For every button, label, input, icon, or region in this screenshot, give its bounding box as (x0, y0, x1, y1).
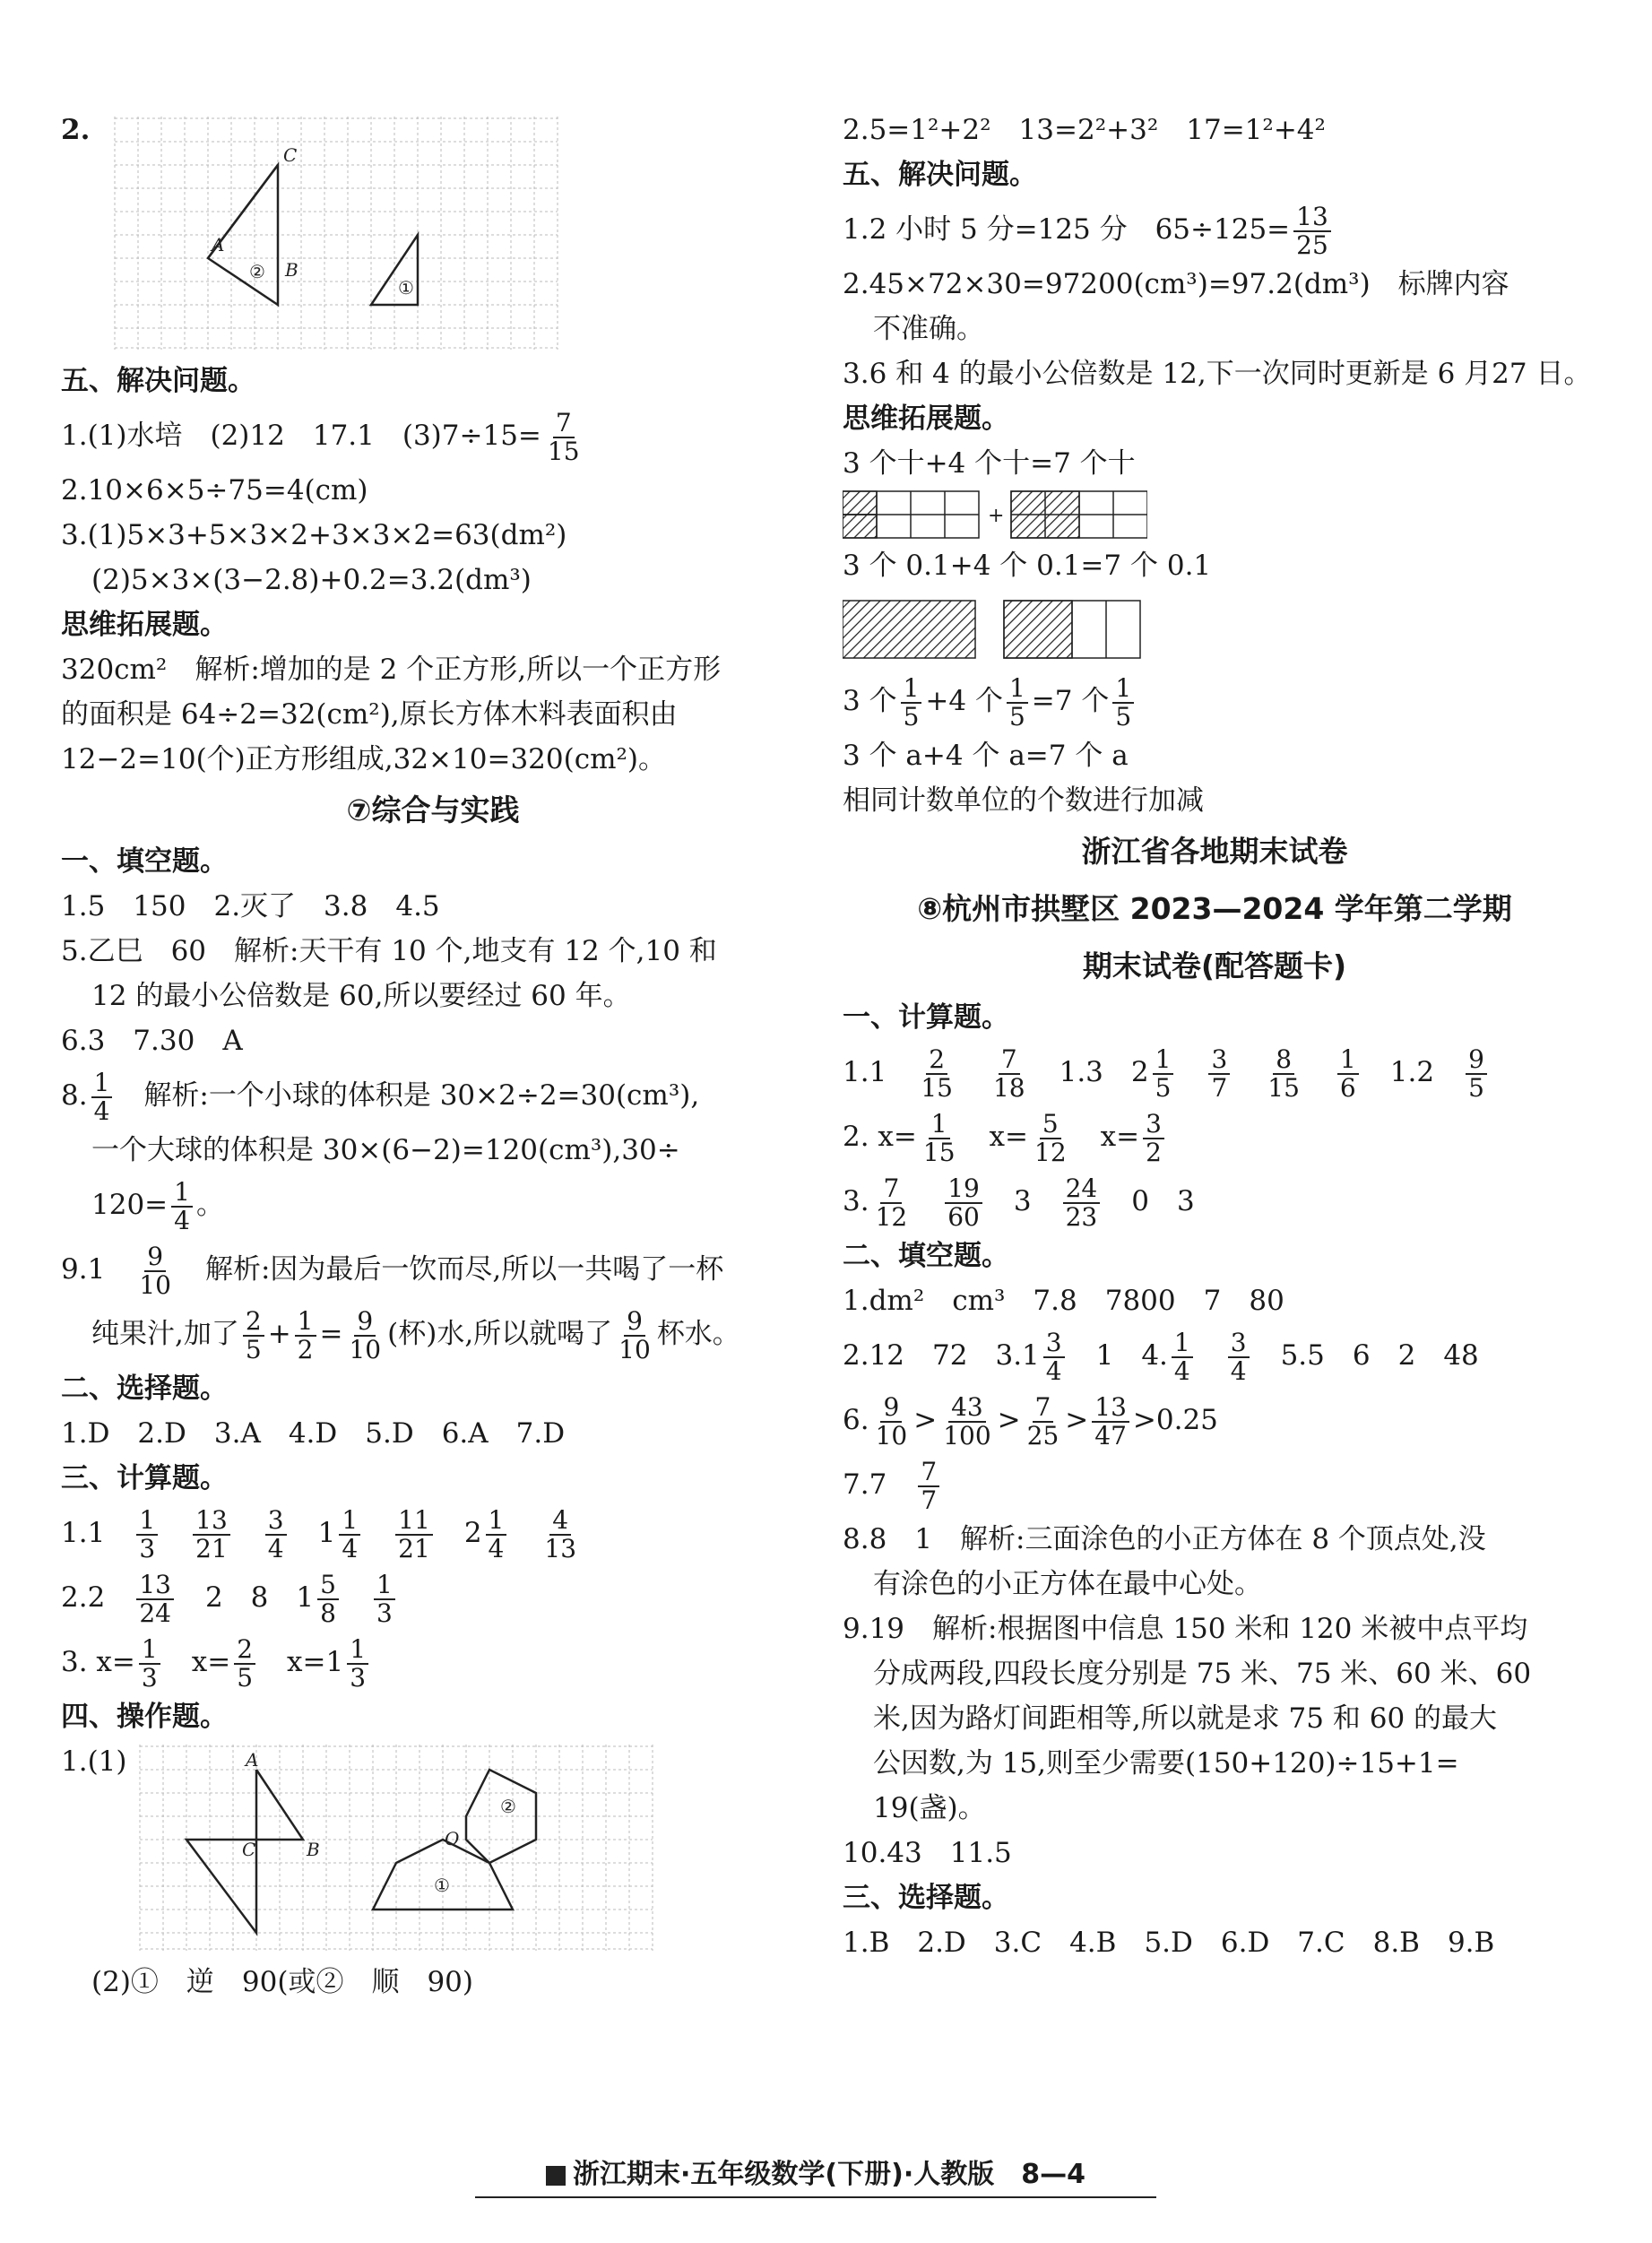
answer-line: 2.5=1²+2² 13=2²+3² 17=1²+4² (843, 114, 1326, 146)
answer-line: 3 个 0.1+4 个 0.1=7 个 0.1 (843, 550, 1212, 582)
answer-line: 3. x= $\frac{1}{3}$ x= $\frac{2}{5}$ x=1 $\frac{1}{3}$ (61, 1630, 805, 1694)
answer-line: 6. $\frac{9}{10}$ > $\frac{43}{100}$ > $\frac{7}{25}$ > $\frac{13}{47}$ >0.25 (843, 1391, 1218, 1451)
label-b: B (306, 1839, 320, 1860)
answer-line: 3 个十+4 个十=7 个十 (843, 447, 1136, 480)
triangle-grid-figure (97, 117, 563, 359)
answer-line: 相同计数单位的个数进行加减 (843, 784, 1204, 817)
operation-figure: 1.(1) A C B O ② ① (61, 1739, 805, 1960)
section-heading: 三、计算题。 (61, 1462, 228, 1494)
answer-line: 纯果汁,加了 $\frac{2}{5}$ + $\frac{1}{2}$ = $\frac{9}{10}$ (杯)水,所以就喝了 $\frac{9}{10}$ 杯水。 (91, 1305, 740, 1364)
answer-line: 9.1 $\frac{9}{10}$ 解析:因为最后一饮而尽,所以一共喝了一杯 (61, 1241, 724, 1300)
square-icon (546, 2166, 566, 2186)
hatched-grid-figure (843, 488, 1147, 541)
answer-line: 2.45×72×30=97200(cm³)=97.2(dm³) 标牌内容 (843, 268, 1509, 300)
label-circle-1: ① (398, 277, 415, 299)
answer-line: 2.10×6×5÷75=4(cm) (61, 474, 368, 507)
chapter-title: ⑦综合与实践 (346, 792, 520, 827)
right-column (843, 108, 1592, 1965)
section-heading: 一、填空题。 (61, 845, 228, 878)
answer-line: 1.B 2.D 3.C 4.B 5.D 6.D 7.C 8.B 9.B (843, 1927, 1495, 1959)
answer-line: 3. $\frac{7}{12}$ $\frac{19}{60}$ 3 $\frac{24}{23}$ 0 3 (843, 1173, 1195, 1232)
label-b: B (285, 259, 299, 281)
section-heading: 四、操作题。 (61, 1701, 228, 1733)
section-heading: 五、解决问题。 (843, 159, 1037, 191)
answer-line: 3.6 和 4 的最小公倍数是 12,下一次同时更新是 6 月27 日。 (843, 358, 1592, 390)
section-heading: 三、选择题。 (843, 1882, 1009, 1914)
footer-text: 浙江期末·五年级数学(下册)·人教版 8—4 (573, 2159, 1085, 2190)
answer-line: 的面积是 64÷2=32(cm²),原长方体木料表面积由 (61, 698, 678, 731)
exam-section-title: 浙江省各地期末试卷 (1081, 834, 1348, 869)
label-c: C (283, 144, 298, 166)
exam-title: ⑧杭州市拱墅区 2023—2024 学年第二学期 (917, 891, 1512, 926)
answer-line: 公因数,为 15,则至少需要(150+120)÷15+1= (873, 1747, 1459, 1780)
answer-line: 1.D 2.D 3.A 4.D 5.D 6.A 7.D (61, 1417, 566, 1450)
answer-line: 5.乙巳 60 解析:天干有 10 个,地支有 12 个,10 和 (61, 935, 717, 967)
answer-line: (2)5×3×(3−2.8)+0.2=3.2(dm³) (91, 564, 532, 596)
answer-line: 一个大球的体积是 30×(6−2)=120(cm³),30÷ (91, 1134, 680, 1166)
hatched-bar-figure (843, 597, 1147, 660)
section-heading: 思维拓展题。 (843, 403, 1009, 435)
answer-line: 米,因为路灯间距相等,所以就是求 75 和 60 的最大 (873, 1702, 1498, 1735)
answer-line: 12 的最小公倍数是 60,所以要经过 60 年。 (91, 980, 631, 1012)
label-circle-2: ② (499, 1796, 516, 1817)
label-a: A (212, 234, 225, 255)
answer-line: 1.(1)水培 (2)12 17.1 (3)7÷15= $\frac{7}{15}$ (61, 407, 580, 466)
answer-line: 8. $\frac{1}{4}$ 解析:一个小球的体积是 30×2÷2=30(cm³), (61, 1067, 700, 1126)
plus-sign: + (988, 505, 1005, 527)
answer-line: 9.19 解析:根据图中信息 150 米和 120 米被中点平均 (843, 1613, 1528, 1645)
answer-line: 2. x= $\frac{1}{15}$ x= $\frac{5}{12}$ x= $\frac{3}{2}$ (843, 1104, 1587, 1169)
answer-line: 1.5 150 2.灭了 3.8 4.5 (61, 890, 440, 922)
answer-line: 10.43 11.5 (843, 1837, 1012, 1869)
answer-line: 2.12 72 3.1 $\frac{3}{4}$ 1 4. $\frac{1}{4}$ $\frac{3}{4}$ 5.5 6 2 48 (843, 1327, 1479, 1386)
label-a: A (245, 1749, 258, 1771)
rotated-triangle-top (256, 1770, 303, 1840)
answer-line: 3 个 a+4 个 a=7 个 a (843, 740, 1129, 772)
answer-line: 分成两段,四段长度分别是 75 米、75 米、60 米、60 (873, 1658, 1532, 1690)
label-c: C (241, 1839, 255, 1860)
tens-blocks-figure (843, 486, 1587, 543)
answer-line: 19(盏)。 (873, 1792, 986, 1824)
answer-line: 不准确。 (873, 313, 984, 345)
answer-line: 120= $\frac{1}{4}$ 。 (91, 1176, 224, 1235)
figure-question-2: 2. C A B ② ① (61, 108, 805, 359)
answer-line: 2.2 $\frac{13}{24}$ 2 8 1 $\frac{5}{8}$ $\frac{1}{3}$ (61, 1565, 805, 1630)
section-heading: 思维拓展题。 (61, 609, 228, 641)
label-circle-1: ① (433, 1875, 450, 1896)
label-o: O (444, 1828, 459, 1849)
page-footer (475, 2152, 1156, 2198)
answer-line: 1.1 $\frac{1}{3}$ $\frac{13}{21}$ $\frac{3}{4}$ 1 $\frac{1}{4}$ $\frac{11}{21}$ 2 $\frac{1}{4}$ $\frac{4}{13}$ (61, 1504, 577, 1563)
answer-line: 1.1 $\frac{2}{15}$ $\frac{7}{18}$ 1.3 2 $\frac{1}{5}$ $\frac{3}{7}$ $\frac{8}{15}$ $\frac{1}{6}$ 1.2 $\frac{9}{5}$ (843, 1040, 1587, 1104)
section-heading: 五、解决问题。 (61, 365, 255, 397)
answer-line: 3.(1)5×3+5×3×2+3×3×2=63(dm²) (61, 519, 567, 551)
rotation-grid-figure (131, 1745, 669, 1960)
answer-line: 3 个 $\frac{1}{5}$ +4 个 $\frac{1}{5}$ =7 个 $\frac{1}{5}$ (843, 669, 1587, 733)
answer-line: 12−2=10(个)正方形组成,32×10=320(cm²)。 (61, 743, 666, 775)
answer-line: 有涂色的小正方体在最中心处。 (873, 1568, 1262, 1600)
label-circle-2: ② (249, 261, 266, 282)
answer-line: (2)① 逆 90(或② 顺 90) (91, 1966, 473, 1998)
answer-line: 8.8 1 解析:三面涂色的小正方体在 8 个顶点处,没 (843, 1523, 1486, 1555)
tenths-blocks-figure (843, 588, 1587, 669)
exam-subtitle: 期末试卷(配答题卡) (1082, 948, 1347, 983)
section-heading: 二、选择题。 (61, 1373, 228, 1405)
answer-line: 6.3 7.30 A (61, 1025, 243, 1057)
answer-line: 320cm² 解析:增加的是 2 个正方形,所以一个正方形 (61, 654, 722, 686)
section-heading: 一、计算题。 (843, 1001, 1009, 1034)
left-column (61, 108, 805, 2005)
answer-line: 1.2 小时 5 分=125 分 65÷125= $\frac{13}{25}$ (843, 197, 1587, 262)
answer-line: 1.dm² cm³ 7.8 7800 7 80 (843, 1285, 1284, 1317)
answer-line: 7.7 $\frac{7}{7}$ (843, 1452, 1587, 1517)
section-heading: 二、填空题。 (843, 1240, 1009, 1272)
